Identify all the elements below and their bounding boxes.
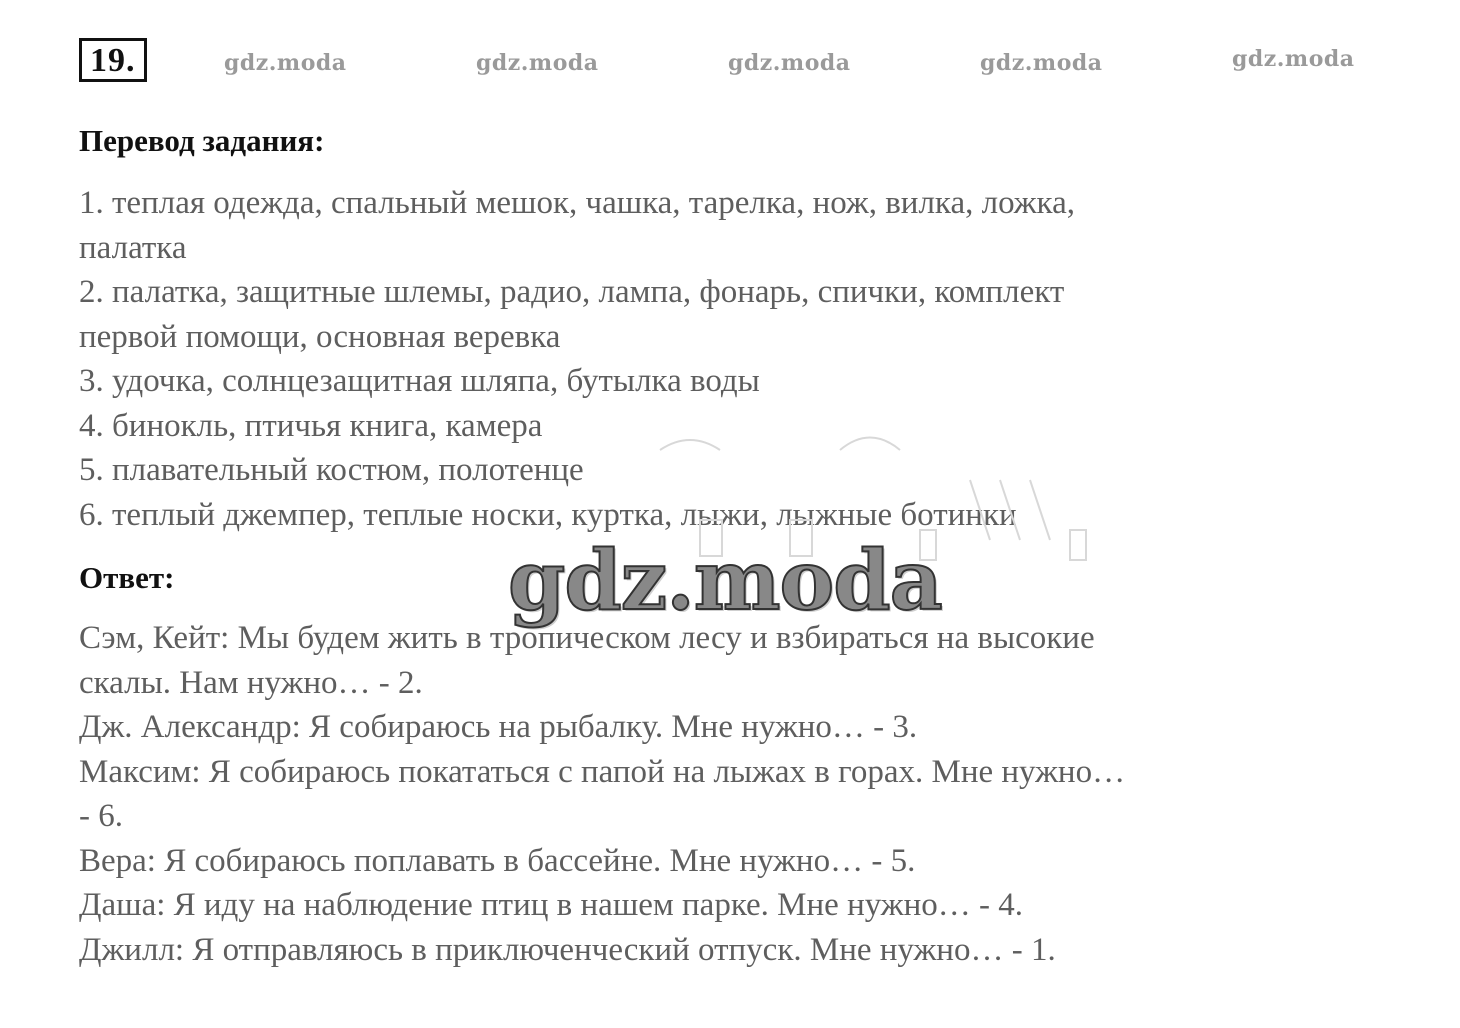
watermark-text: gdz.moda bbox=[476, 50, 599, 76]
translation-line: 1. теплая одежда, спальный мешок, чашка, тарелка, нож, вилка, ложка, bbox=[79, 185, 1075, 221]
watermark-text: gdz.moda bbox=[980, 50, 1103, 76]
watermark-row bbox=[0, 46, 1460, 80]
answer-line: Вера: Я собираюсь поплавать в бассейне. Мне нужно… - 5. bbox=[79, 842, 916, 879]
answer-line: Максим: Я собираюсь покататься с папой на лыжах в горах. Мне нужно… bbox=[79, 753, 1126, 790]
translation-line: первой помощи, основная веревка bbox=[79, 318, 561, 355]
watermark-text: gdz.moda bbox=[224, 50, 347, 76]
answer-line: - 6. bbox=[79, 798, 123, 834]
task-number: 19. bbox=[79, 38, 147, 82]
translation-line: палатка bbox=[79, 229, 187, 266]
translation-heading: Перевод задания: bbox=[79, 123, 325, 158]
answer-line: скалы. Нам нужно… - 2. bbox=[79, 664, 423, 701]
translation-line: 6. теплый джемпер, теплые носки, куртка, лыжи, лыжные ботинки bbox=[79, 496, 1017, 533]
watermark-text: gdz.moda bbox=[728, 50, 851, 76]
translation-line: 4. бинокль, птичья книга, камера bbox=[79, 407, 543, 444]
answer-line: Дж. Александр: Я собираюсь на рыбалку. Мне нужно… - 3. bbox=[79, 709, 918, 745]
translation-line: 5. плавательный костюм, полотенце bbox=[79, 452, 584, 488]
translation-line: 2. палатка, защитные шлемы, радио, лампа, фонарь, спички, комплект bbox=[79, 274, 1065, 310]
answer-line: Джилл: Я отправляюсь в приключенческий отпуск. Мне нужно… - 1. bbox=[79, 931, 1056, 968]
answer-line: Даша: Я иду на наблюдение птиц в нашем парке. Мне нужно… - 4. bbox=[79, 887, 1023, 923]
answer-line: Сэм, Кейт: Мы будем жить в тропическом лесу и взбираться на высокие bbox=[79, 620, 1095, 656]
answer-heading: Ответ: bbox=[79, 560, 175, 595]
watermark-text: gdz.moda bbox=[1232, 46, 1355, 72]
answer-list bbox=[79, 616, 1399, 972]
translation-line: 3. удочка, солнцезащитная шляпа, бутылка воды bbox=[79, 363, 760, 399]
large-watermark: gdz.moda bbox=[508, 533, 942, 629]
translation-list bbox=[79, 181, 1399, 537]
